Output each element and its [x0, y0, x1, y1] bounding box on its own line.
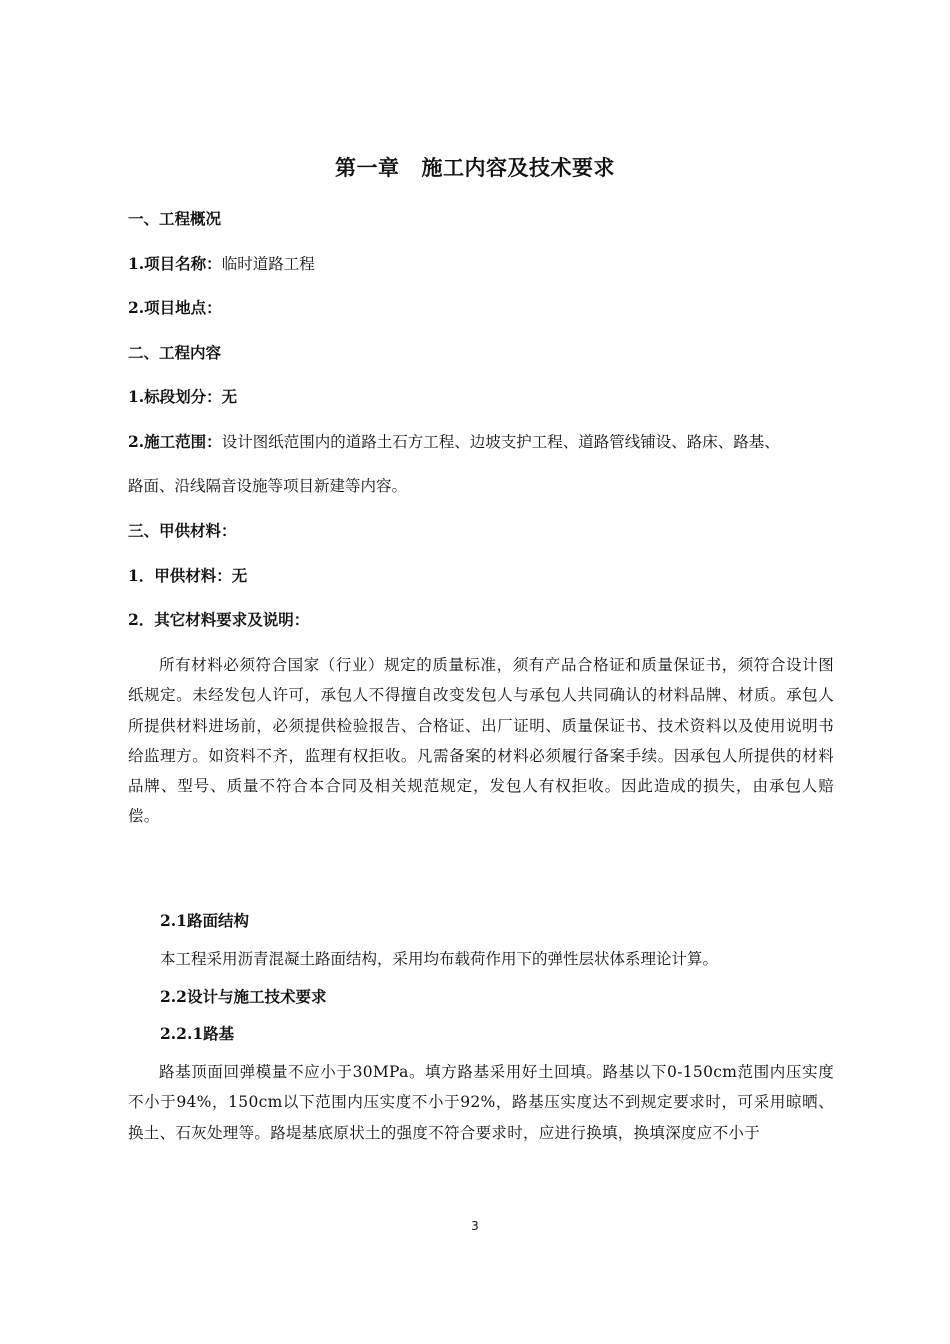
page-number: 3: [471, 1219, 479, 1233]
project-name-label: 1.项目名称：: [128, 254, 222, 273]
project-name-value: 临时道路工程: [221, 255, 315, 273]
owner-supplied-materials: 1．甲供材料：无: [128, 566, 248, 585]
design-requirements-heading: 2.2设计与施工技术要求: [160, 987, 327, 1006]
pavement-structure-text: 本工程采用沥青混凝土路面结构，采用均布载荷作用下的弹性层状体系理论计算。: [160, 950, 719, 968]
construction-scope-text-2: 路面、沿线隔音设施等项目新建等内容。: [128, 477, 408, 495]
roadbed-paragraph: 路基顶面回弹模量不应小于30MPa。填方路基采用好土回填。路基以下0-150cm范围内压实度不小于94%，150cm以下范围内压实度不小于92%，路基压实度达不到规定要求时，可采用晾晒、换土、石灰处理等。路堤基底原状土的强度不符合要求时，应进行换填，换填深度应不小于: [128, 1063, 834, 1142]
section-heading-content: 二、工程内容: [128, 343, 222, 362]
roadbed-heading: 2.2.1路基: [160, 1024, 235, 1043]
other-materials-heading: 2．其它材料要求及说明：: [128, 610, 310, 629]
project-location-label: 2.项目地点：: [128, 298, 222, 317]
section-heading-overview: 一、工程概况: [128, 209, 222, 228]
project-name-line: [128, 253, 315, 275]
section-division-line: 1.标段划分：无: [128, 387, 238, 406]
construction-scope-text-1: 设计图纸范围内的道路土石方工程、边坡支护工程、道路管线铺设、路床、路基、: [221, 433, 780, 451]
chapter-number: 第一章: [335, 155, 400, 180]
construction-scope-line: [128, 431, 780, 453]
materials-paragraph: 所有材料必须符合国家（行业）规定的质量标准，须有产品合格证和质量保证书，须符合设计图纸规定。未经发包人许可，承包人不得擅自改变发包人与承包人共同确认的材料品牌、材质。承包人所提供材料进场前，必须提供检验报告、合格证、出厂证明、质量保证书、技术资料以及使用说明书给监理方。如资料不齐，监理有权拒收。凡需备案的材料必须履行备案手续。因承包人所提供的材料品牌、型号、质量不符合本合同及相关规范规定，发包人有权拒收。因此造成的损失，由承包人赔偿。: [128, 656, 834, 826]
section-heading-materials: 三、甲供材料：: [128, 521, 237, 540]
chapter-name: 施工内容及技术要求: [421, 155, 615, 180]
construction-scope-label: 2.施工范围：: [128, 432, 222, 451]
chapter-title: [0, 152, 950, 182]
pavement-structure-heading: 2.1路面结构: [160, 911, 249, 930]
